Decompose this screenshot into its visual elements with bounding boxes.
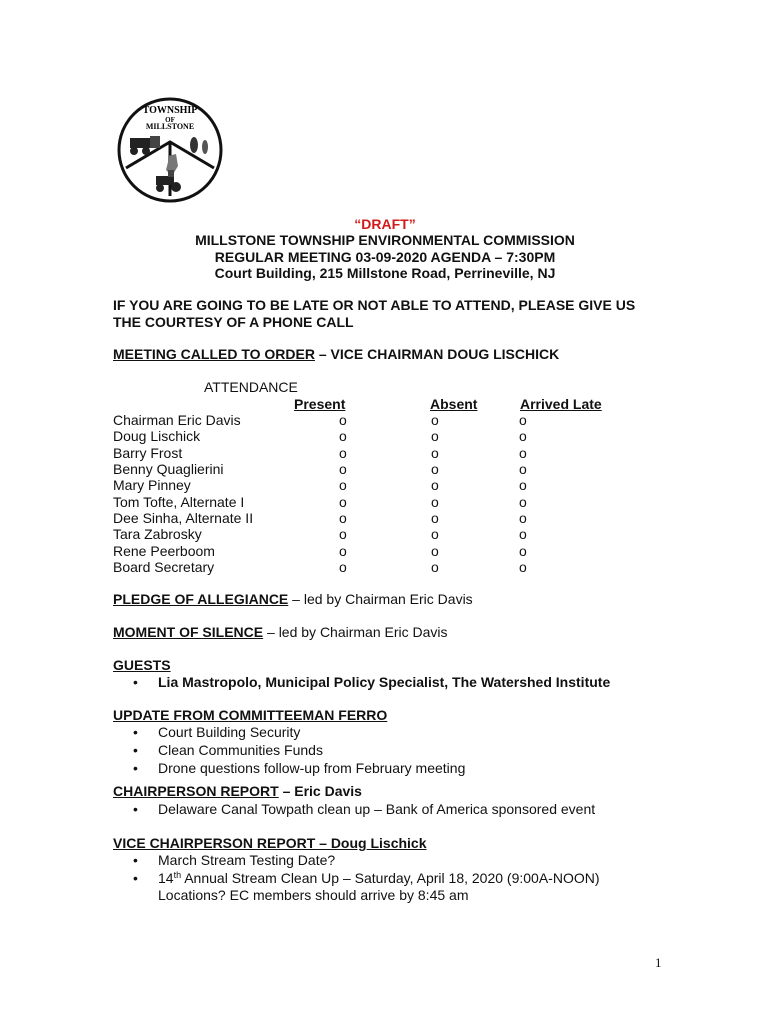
col-present-header: Present <box>294 396 346 412</box>
member-name: Mary Pinney <box>113 477 191 493</box>
chairperson-rest: – Eric Davis <box>278 783 362 799</box>
attendance-header-row <box>113 396 673 412</box>
pledge-line <box>113 591 473 607</box>
chairperson-item: Delaware Canal Towpath clean up – Bank of America sponsored event <box>158 801 596 817</box>
present-checkbox[interactable]: o <box>339 412 347 428</box>
absent-checkbox[interactable]: o <box>431 543 439 559</box>
committeeman-item: Clean Communities Funds <box>158 742 323 758</box>
notice-line-1: IF YOU ARE GOING TO BE LATE OR NOT ABLE TO ATTEND, PLEASE GIVE US <box>113 297 636 313</box>
present-checkbox[interactable]: o <box>339 559 347 575</box>
attendance-row <box>113 428 673 444</box>
member-name: Doug Lischick <box>113 428 201 444</box>
meeting-subtitle: REGULAR MEETING 03-09-2020 AGENDA – 7:30PM <box>214 249 556 265</box>
late-checkbox[interactable]: o <box>519 412 527 428</box>
attendance-row <box>113 543 673 559</box>
ordinal-number: 14 <box>158 870 174 886</box>
late-checkbox[interactable]: o <box>519 494 527 510</box>
bullet-icon: • <box>133 801 138 817</box>
vice-chair-item <box>158 870 600 886</box>
svg-text:OF: OF <box>165 116 175 124</box>
silence-rest: – led by Chairman Eric Davis <box>263 624 448 640</box>
pledge-label: PLEDGE OF ALLEGIANCE <box>113 591 289 607</box>
member-name: Rene Peerboom <box>113 543 215 559</box>
committeeman-heading: UPDATE FROM COMMITTEEMAN FERRO <box>113 707 388 723</box>
township-seal-logo <box>116 96 224 204</box>
late-checkbox[interactable]: o <box>519 428 527 444</box>
absent-checkbox[interactable]: o <box>431 526 439 542</box>
attendance-row <box>113 510 673 526</box>
member-name: Benny Quaglierini <box>113 461 224 477</box>
attendance-row <box>113 526 673 542</box>
bullet-icon: • <box>133 870 138 886</box>
absent-checkbox[interactable]: o <box>431 559 439 575</box>
meeting-called-heading <box>113 346 559 362</box>
member-name: Tara Zabrosky <box>113 526 202 542</box>
late-checkbox[interactable]: o <box>519 510 527 526</box>
late-checkbox[interactable]: o <box>519 543 527 559</box>
draft-label: “DRAFT” <box>354 216 416 232</box>
absent-checkbox[interactable]: o <box>431 510 439 526</box>
attendance-row <box>113 445 673 461</box>
late-checkbox[interactable]: o <box>519 477 527 493</box>
member-name: Tom Tofte, Alternate I <box>113 494 245 510</box>
attendance-row <box>113 559 673 575</box>
attendance-row <box>113 477 673 493</box>
late-checkbox[interactable]: o <box>519 559 527 575</box>
attendance-title: ATTENDANCE <box>204 379 298 395</box>
present-checkbox[interactable]: o <box>339 461 347 477</box>
absent-checkbox[interactable]: o <box>431 445 439 461</box>
vice-chair-item: March Stream Testing Date? <box>158 852 336 868</box>
late-checkbox[interactable]: o <box>519 461 527 477</box>
notice-line-2: THE COURTESY OF A PHONE CALL <box>113 314 354 330</box>
page-number: 1 <box>655 955 662 970</box>
absent-checkbox[interactable]: o <box>431 461 439 477</box>
col-late-header: Arrived Late <box>520 396 602 412</box>
meeting-called-label: MEETING CALLED TO ORDER <box>113 346 315 362</box>
silence-line <box>113 624 448 640</box>
bullet-icon: • <box>133 742 138 758</box>
present-checkbox[interactable]: o <box>339 526 347 542</box>
absent-checkbox[interactable]: o <box>431 412 439 428</box>
present-checkbox[interactable]: o <box>339 445 347 461</box>
absent-checkbox[interactable]: o <box>431 494 439 510</box>
bullet-icon: • <box>133 852 138 868</box>
svg-text:TOWNSHIP: TOWNSHIP <box>142 105 198 116</box>
attendance-row <box>113 461 673 477</box>
vice-chair-item-continued: Locations? EC members should arrive by 8:45 am <box>158 887 469 903</box>
svg-text:MILLSTONE: MILLSTONE <box>145 122 195 131</box>
absent-checkbox[interactable]: o <box>431 428 439 444</box>
member-name: Chairman Eric Davis <box>113 412 241 428</box>
guest-item: Lia Mastropolo, Municipal Policy Specialist, The Watershed Institute <box>158 674 611 690</box>
attendance-row <box>113 494 673 510</box>
member-name: Barry Frost <box>113 445 183 461</box>
chairperson-heading <box>113 783 362 799</box>
ordinal-suffix: th <box>173 870 182 880</box>
present-checkbox[interactable]: o <box>339 510 347 526</box>
silence-label: MOMENT OF SILENCE <box>113 624 264 640</box>
bullet-icon: • <box>133 674 138 690</box>
late-checkbox[interactable]: o <box>519 445 527 461</box>
member-name: Board Secretary <box>113 559 215 575</box>
committeeman-item: Court Building Security <box>158 724 301 740</box>
present-checkbox[interactable]: o <box>339 477 347 493</box>
pledge-rest: – led by Chairman Eric Davis <box>288 591 473 607</box>
chairperson-label: CHAIRPERSON REPORT <box>113 783 279 799</box>
col-absent-header: Absent <box>430 396 478 412</box>
present-checkbox[interactable]: o <box>339 428 347 444</box>
present-checkbox[interactable]: o <box>339 494 347 510</box>
absent-checkbox[interactable]: o <box>431 477 439 493</box>
meeting-called-rest: – VICE CHAIRMAN DOUG LISCHICK <box>314 346 560 362</box>
committeeman-item: Drone questions follow-up from February meeting <box>158 760 466 776</box>
bullet-icon: • <box>133 760 138 776</box>
present-checkbox[interactable]: o <box>339 543 347 559</box>
bullet-icon: • <box>133 724 138 740</box>
vice-chair-heading: VICE CHAIRPERSON REPORT – Doug Lischick <box>113 835 427 851</box>
meeting-location: Court Building, 215 Millstone Road, Perrineville, NJ <box>214 265 556 281</box>
member-name: Dee Sinha, Alternate II <box>113 510 254 526</box>
guests-heading: GUESTS <box>113 657 171 673</box>
commission-title: MILLSTONE TOWNSHIP ENVIRONMENTAL COMMISSION <box>195 232 575 248</box>
late-checkbox[interactable]: o <box>519 526 527 542</box>
attendance-row <box>113 412 673 428</box>
cleanup-text: Annual Stream Clean Up – Saturday, April 18, 2020 (9:00A-NOON) <box>181 870 600 886</box>
